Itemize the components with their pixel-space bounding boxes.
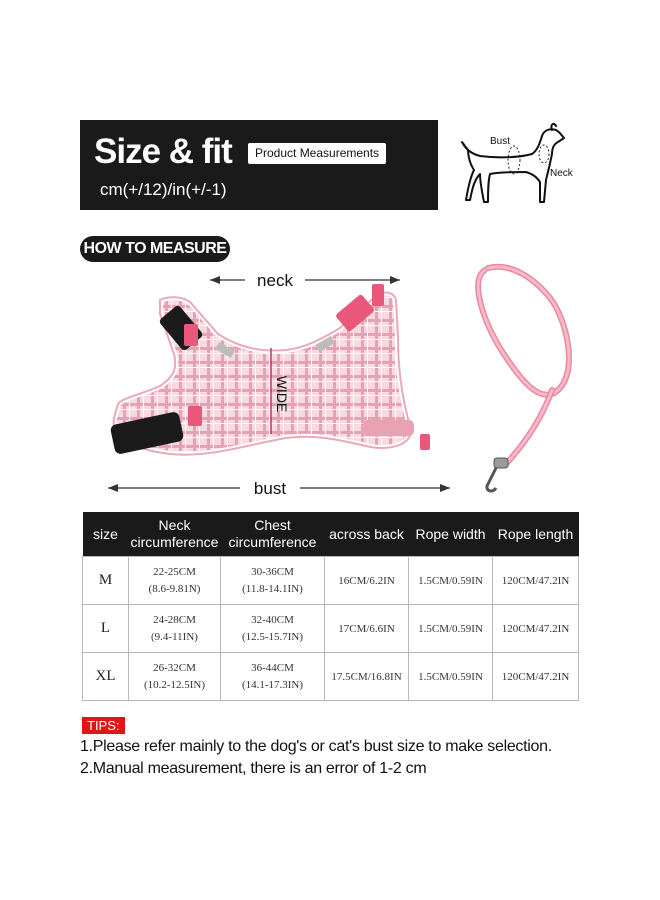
chest-strap-right [362,420,414,436]
header-rope-length: Rope length [493,512,579,557]
size-cell: M [83,557,129,605]
header-neck: Neck circumference [129,512,221,557]
leash-clip-icon [487,458,508,491]
dog-bust-label: Bust [490,136,511,147]
size-fit-banner [80,120,438,210]
header-chest: Chest circumference [221,512,325,557]
rope-length-cell: 120CM/47.2IN [493,653,579,701]
tip-item: 2.Manual measurement, there is an error of 1-2 cm [80,760,427,777]
rope-width-cell: 1.5CM/0.59IN [409,653,493,701]
neck-cell: 26-32CM (10.2-12.5IN) [129,653,221,701]
neck-buckle-left [184,324,198,346]
neck-cell: 22-25CM (8.6-9.81N) [129,557,221,605]
table-row [83,605,579,653]
neck-cell: 24-28CM (9.4-11IN) [129,605,221,653]
tip-item: 1.Please refer mainly to the dog's or cat's bust size to make selection. [80,738,552,755]
rope-width-cell: 1.5CM/0.59IN [409,557,493,605]
product-measurements-badge: Product Measurements [248,143,386,164]
dog-diagram-icon [456,120,586,210]
wide-label: WIDE [274,375,290,413]
header-size: size [83,512,129,557]
across-back-cell: 17.5CM/16.8IN [325,653,409,701]
chest-cell: 32-40CM (12.5-15.7IN) [221,605,325,653]
harness-leash-illustration [90,258,590,508]
neck-label: neck [257,271,293,290]
header-across-back: across back [325,512,409,557]
bust-label: bust [253,479,287,498]
chest-cell: 30-36CM (11.8-14.1IN) [221,557,325,605]
table-header-row [83,512,579,557]
dog-neck-label: Neck [550,168,573,179]
table-row [83,653,579,701]
rope-width-cell: 1.5CM/0.59IN [409,605,493,653]
rope-length-cell: 120CM/47.2IN [493,557,579,605]
chest-buckle-right [420,434,430,450]
tips-label: TIPS: [82,717,125,734]
units-tolerance: cm(+/12)/in(+/-1) [100,180,227,199]
leash-rope [478,267,569,464]
chest-cell: 36-44CM (14.1-17.3IN) [221,653,325,701]
size-cell: L [83,605,129,653]
table-row [83,557,579,605]
across-back-cell: 16CM/6.2IN [325,557,409,605]
rope-length-cell: 120CM/47.2IN [493,605,579,653]
chest-buckle-left [188,406,202,426]
size-chart-table [82,512,579,701]
header-rope-width: Rope width [409,512,493,557]
how-to-measure-label: HOW TO MEASURE [80,236,230,262]
size-cell: XL [83,653,129,701]
banner-title: Size & fit [94,132,232,171]
across-back-cell: 17CM/6.6IN [325,605,409,653]
neck-buckle-right [372,284,384,306]
